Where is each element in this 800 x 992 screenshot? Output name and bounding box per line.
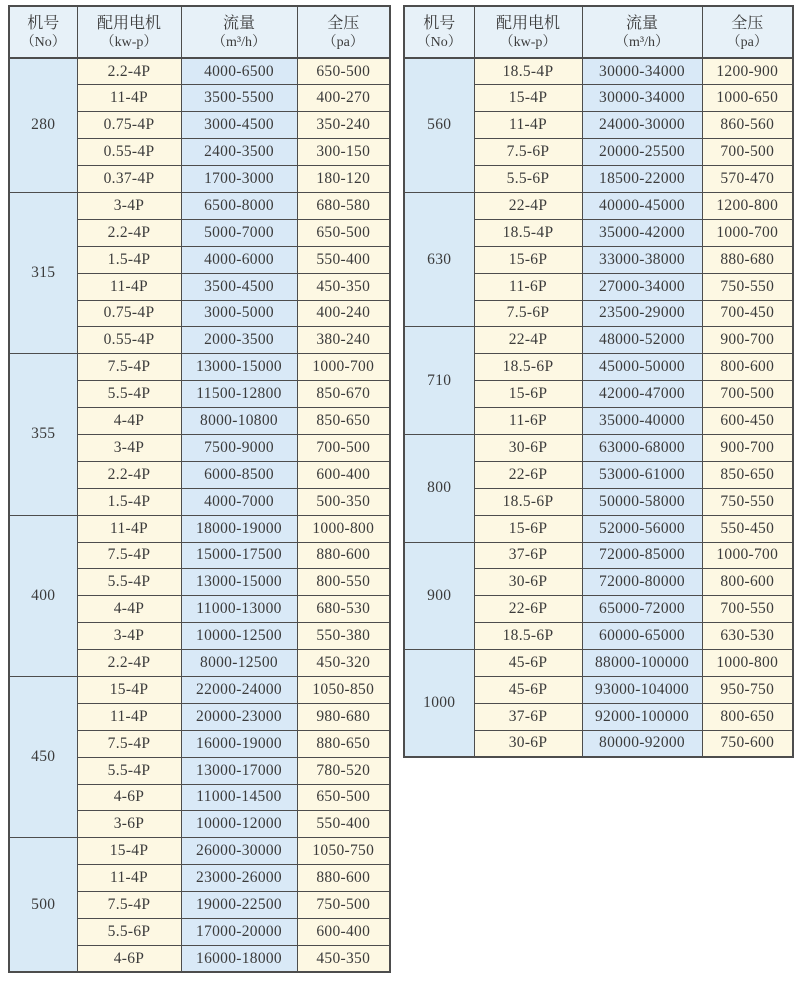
pressure-cell: 750-500	[297, 892, 390, 919]
pressure-cell: 350-240	[297, 112, 390, 139]
motor-cell: 22-4P	[474, 192, 582, 219]
header-pressure	[297, 6, 390, 58]
motor-cell: 4-4P	[77, 408, 181, 435]
table-row	[9, 838, 390, 865]
header-no	[9, 6, 77, 58]
motor-cell: 22-6P	[474, 461, 582, 488]
flow-cell: 48000-52000	[582, 327, 702, 354]
flow-cell: 3500-4500	[181, 273, 297, 300]
header-motor-label: 配用电机	[495, 15, 560, 32]
pressure-cell: 550-400	[297, 811, 390, 838]
motor-cell: 5.5-6P	[474, 166, 582, 193]
motor-cell: 2.2-4P	[77, 219, 181, 246]
motor-cell: 22-4P	[474, 327, 582, 354]
pressure-cell: 850-650	[702, 461, 793, 488]
table-row	[404, 434, 793, 461]
header-flow-unit: （m³/h）	[615, 35, 669, 51]
fan-size-cell: 355	[9, 354, 77, 515]
pressure-cell: 980-680	[297, 703, 390, 730]
motor-cell: 7.5-6P	[474, 139, 582, 166]
flow-cell: 26000-30000	[181, 838, 297, 865]
motor-cell: 3-4P	[77, 192, 181, 219]
flow-cell: 6500-8000	[181, 192, 297, 219]
pressure-cell: 1000-700	[702, 542, 793, 569]
header-motor-unit: （kw-p）	[499, 35, 557, 51]
flow-cell: 11000-14500	[181, 784, 297, 811]
motor-cell: 1.5-4P	[77, 488, 181, 515]
fan-size-cell: 315	[9, 192, 77, 353]
header-row	[404, 6, 793, 58]
header-flow	[181, 6, 297, 58]
motor-cell: 0.37-4P	[77, 166, 181, 193]
motor-cell: 18.5-6P	[474, 623, 582, 650]
flow-cell: 10000-12000	[181, 811, 297, 838]
motor-cell: 3-4P	[77, 623, 181, 650]
fan-size-cell: 400	[9, 515, 77, 676]
motor-cell: 18.5-4P	[474, 219, 582, 246]
pressure-cell: 300-150	[297, 139, 390, 166]
flow-cell: 11500-12800	[181, 381, 297, 408]
motor-cell: 11-4P	[77, 703, 181, 730]
fan-size-cell: 280	[9, 58, 77, 192]
motor-cell: 11-4P	[474, 112, 582, 139]
pressure-cell: 700-500	[297, 434, 390, 461]
flow-cell: 18000-19000	[181, 515, 297, 542]
pressure-cell: 1200-900	[702, 58, 793, 85]
header-motor-label: 配用电机	[96, 15, 161, 32]
pressure-cell: 950-750	[702, 676, 793, 703]
header-pressure-label: 全压	[731, 15, 764, 32]
flow-cell: 45000-50000	[582, 354, 702, 381]
pressure-cell: 630-530	[702, 623, 793, 650]
motor-cell: 30-6P	[474, 569, 582, 596]
header-flow	[582, 6, 702, 58]
pressure-cell: 1000-700	[297, 354, 390, 381]
flow-cell: 15000-17500	[181, 542, 297, 569]
header-flow-unit: （m³/h）	[212, 35, 266, 51]
motor-cell: 0.55-4P	[77, 327, 181, 354]
flow-cell: 53000-61000	[582, 461, 702, 488]
motor-cell: 30-6P	[474, 730, 582, 757]
pressure-cell: 800-650	[702, 703, 793, 730]
motor-cell: 18.5-4P	[474, 58, 582, 85]
motor-cell: 5.5-4P	[77, 569, 181, 596]
table-row	[404, 58, 793, 85]
pressure-cell: 400-240	[297, 300, 390, 327]
pressure-cell: 450-350	[297, 945, 390, 972]
pressure-cell: 1050-850	[297, 676, 390, 703]
motor-cell: 3-4P	[77, 434, 181, 461]
flow-cell: 16000-19000	[181, 730, 297, 757]
flow-cell: 30000-34000	[582, 58, 702, 85]
motor-cell: 18.5-6P	[474, 488, 582, 515]
flow-cell: 23000-26000	[181, 865, 297, 892]
motor-cell: 7.5-4P	[77, 542, 181, 569]
flow-cell: 92000-100000	[582, 703, 702, 730]
motor-cell: 45-6P	[474, 676, 582, 703]
flow-cell: 13000-15000	[181, 569, 297, 596]
flow-cell: 60000-65000	[582, 623, 702, 650]
flow-cell: 52000-56000	[582, 515, 702, 542]
header-no-unit: （No）	[20, 35, 66, 51]
motor-cell: 15-4P	[77, 676, 181, 703]
flow-cell: 27000-34000	[582, 273, 702, 300]
flow-cell: 8000-10800	[181, 408, 297, 435]
pressure-cell: 550-380	[297, 623, 390, 650]
motor-cell: 30-6P	[474, 434, 582, 461]
table-row	[9, 192, 390, 219]
flow-cell: 10000-12500	[181, 623, 297, 650]
motor-cell: 15-4P	[474, 85, 582, 112]
header-no	[404, 6, 474, 58]
pressure-cell: 700-550	[702, 596, 793, 623]
flow-cell: 1700-3000	[181, 166, 297, 193]
pressure-cell: 880-650	[297, 730, 390, 757]
table-row	[9, 58, 390, 85]
flow-cell: 35000-40000	[582, 408, 702, 435]
pressure-cell: 1000-800	[702, 650, 793, 677]
pressure-cell: 750-550	[702, 273, 793, 300]
fan-size-cell: 1000	[404, 650, 474, 758]
motor-cell: 15-6P	[474, 515, 582, 542]
header-motor	[77, 6, 181, 58]
table-row	[404, 327, 793, 354]
flow-cell: 16000-18000	[181, 945, 297, 972]
motor-cell: 11-6P	[474, 408, 582, 435]
flow-cell: 65000-72000	[582, 596, 702, 623]
flow-cell: 50000-58000	[582, 488, 702, 515]
pressure-cell: 800-550	[297, 569, 390, 596]
motor-cell: 4-6P	[77, 945, 181, 972]
header-row	[9, 6, 390, 58]
header-no-label: 机号	[27, 15, 60, 32]
header-motor	[474, 6, 582, 58]
pressure-cell: 400-270	[297, 85, 390, 112]
header-pressure	[702, 6, 793, 58]
pressure-cell: 900-700	[702, 434, 793, 461]
motor-cell: 1.5-4P	[77, 246, 181, 273]
table-row	[9, 515, 390, 542]
motor-cell: 37-6P	[474, 542, 582, 569]
pressure-cell: 880-600	[297, 865, 390, 892]
flow-cell: 30000-34000	[582, 85, 702, 112]
fan-size-cell: 630	[404, 192, 474, 326]
pressure-cell: 750-600	[702, 730, 793, 757]
motor-cell: 4-6P	[77, 784, 181, 811]
pressure-cell: 850-650	[297, 408, 390, 435]
flow-cell: 3000-5000	[181, 300, 297, 327]
flow-cell: 20000-25500	[582, 139, 702, 166]
pressure-cell: 380-240	[297, 327, 390, 354]
flow-cell: 72000-85000	[582, 542, 702, 569]
motor-cell: 15-6P	[474, 246, 582, 273]
flow-cell: 2400-3500	[181, 139, 297, 166]
fan-size-cell: 560	[404, 58, 474, 192]
pressure-cell: 450-350	[297, 273, 390, 300]
motor-cell: 11-4P	[77, 865, 181, 892]
header-pressure-unit: （pa）	[726, 35, 768, 51]
pressure-cell: 650-500	[297, 784, 390, 811]
pressure-cell: 700-500	[702, 381, 793, 408]
flow-cell: 11000-13000	[181, 596, 297, 623]
pressure-cell: 780-520	[297, 757, 390, 784]
pressure-cell: 1000-650	[702, 85, 793, 112]
flow-cell: 13000-17000	[181, 757, 297, 784]
flow-cell: 4000-7000	[181, 488, 297, 515]
motor-cell: 2.2-4P	[77, 461, 181, 488]
fan-size-cell: 710	[404, 327, 474, 435]
motor-cell: 0.75-4P	[77, 300, 181, 327]
motor-cell: 3-6P	[77, 811, 181, 838]
motor-cell: 37-6P	[474, 703, 582, 730]
motor-cell: 2.2-4P	[77, 58, 181, 85]
flow-cell: 23500-29000	[582, 300, 702, 327]
flow-cell: 5000-7000	[181, 219, 297, 246]
motor-cell: 2.2-4P	[77, 650, 181, 677]
spec-table-right	[403, 5, 794, 758]
pressure-cell: 880-680	[702, 246, 793, 273]
table-row	[404, 650, 793, 677]
pressure-cell: 600-400	[297, 461, 390, 488]
pressure-cell: 700-500	[702, 139, 793, 166]
flow-cell: 72000-80000	[582, 569, 702, 596]
pressure-cell: 550-400	[297, 246, 390, 273]
header-pressure-unit: （pa）	[322, 35, 364, 51]
pressure-cell: 600-450	[702, 408, 793, 435]
pressure-cell: 650-500	[297, 58, 390, 85]
pressure-cell: 700-450	[702, 300, 793, 327]
flow-cell: 93000-104000	[582, 676, 702, 703]
pressure-cell: 570-470	[702, 166, 793, 193]
pressure-cell: 500-350	[297, 488, 390, 515]
flow-cell: 8000-12500	[181, 650, 297, 677]
spec-table-left	[8, 5, 391, 973]
motor-cell: 15-4P	[77, 838, 181, 865]
flow-cell: 40000-45000	[582, 192, 702, 219]
motor-cell: 5.5-4P	[77, 757, 181, 784]
flow-cell: 63000-68000	[582, 434, 702, 461]
motor-cell: 15-6P	[474, 381, 582, 408]
flow-cell: 19000-22500	[181, 892, 297, 919]
fan-size-cell: 900	[404, 542, 474, 650]
motor-cell: 11-4P	[77, 85, 181, 112]
header-no-unit: （No）	[416, 35, 462, 51]
header-pressure-label: 全压	[327, 15, 360, 32]
motor-cell: 11-4P	[77, 515, 181, 542]
header-flow-label: 流量	[222, 15, 255, 32]
flow-cell: 6000-8500	[181, 461, 297, 488]
fan-size-cell: 800	[404, 434, 474, 542]
pressure-cell: 680-580	[297, 192, 390, 219]
flow-cell: 20000-23000	[181, 703, 297, 730]
table-body-right	[404, 58, 793, 757]
pressure-cell: 750-550	[702, 488, 793, 515]
pressure-cell: 900-700	[702, 327, 793, 354]
pressure-cell: 880-600	[297, 542, 390, 569]
motor-cell: 0.75-4P	[77, 112, 181, 139]
table-row	[9, 354, 390, 381]
pressure-cell: 1000-700	[702, 219, 793, 246]
pressure-cell: 800-600	[702, 569, 793, 596]
flow-cell: 17000-20000	[181, 919, 297, 946]
flow-cell: 3000-4500	[181, 112, 297, 139]
motor-cell: 7.5-4P	[77, 892, 181, 919]
flow-cell: 13000-15000	[181, 354, 297, 381]
table-row	[404, 192, 793, 219]
motor-cell: 45-6P	[474, 650, 582, 677]
motor-cell: 5.5-4P	[77, 381, 181, 408]
flow-cell: 88000-100000	[582, 650, 702, 677]
header-flow-label: 流量	[625, 15, 658, 32]
pressure-cell: 860-560	[702, 112, 793, 139]
flow-cell: 2000-3500	[181, 327, 297, 354]
motor-cell: 5.5-6P	[77, 919, 181, 946]
flow-cell: 42000-47000	[582, 381, 702, 408]
pressure-cell: 180-120	[297, 166, 390, 193]
flow-cell: 80000-92000	[582, 730, 702, 757]
pressure-cell: 650-500	[297, 219, 390, 246]
pressure-cell: 1050-750	[297, 838, 390, 865]
pressure-cell: 450-320	[297, 650, 390, 677]
flow-cell: 4000-6000	[181, 246, 297, 273]
motor-cell: 11-4P	[77, 273, 181, 300]
flow-cell: 22000-24000	[181, 676, 297, 703]
pressure-cell: 600-400	[297, 919, 390, 946]
table-row	[404, 542, 793, 569]
pressure-cell: 1200-800	[702, 192, 793, 219]
motor-cell: 7.5-4P	[77, 354, 181, 381]
pressure-cell: 1000-800	[297, 515, 390, 542]
motor-cell: 11-6P	[474, 273, 582, 300]
pressure-cell: 550-450	[702, 515, 793, 542]
motor-cell: 7.5-4P	[77, 730, 181, 757]
flow-cell: 24000-30000	[582, 112, 702, 139]
flow-cell: 4000-6500	[181, 58, 297, 85]
table-body-left	[9, 58, 390, 972]
pressure-cell: 850-670	[297, 381, 390, 408]
fan-size-cell: 450	[9, 676, 77, 837]
header-motor-unit: （kw-p）	[100, 35, 158, 51]
flow-cell: 3500-5500	[181, 85, 297, 112]
flow-cell: 33000-38000	[582, 246, 702, 273]
flow-cell: 7500-9000	[181, 434, 297, 461]
flow-cell: 18500-22000	[582, 166, 702, 193]
pressure-cell: 680-530	[297, 596, 390, 623]
motor-cell: 4-4P	[77, 596, 181, 623]
motor-cell: 18.5-6P	[474, 354, 582, 381]
header-no-label: 机号	[423, 15, 456, 32]
motor-cell: 7.5-6P	[474, 300, 582, 327]
fan-size-cell: 500	[9, 838, 77, 972]
motor-cell: 0.55-4P	[77, 139, 181, 166]
table-row	[9, 676, 390, 703]
pressure-cell: 800-600	[702, 354, 793, 381]
motor-cell: 22-6P	[474, 596, 582, 623]
flow-cell: 35000-42000	[582, 219, 702, 246]
